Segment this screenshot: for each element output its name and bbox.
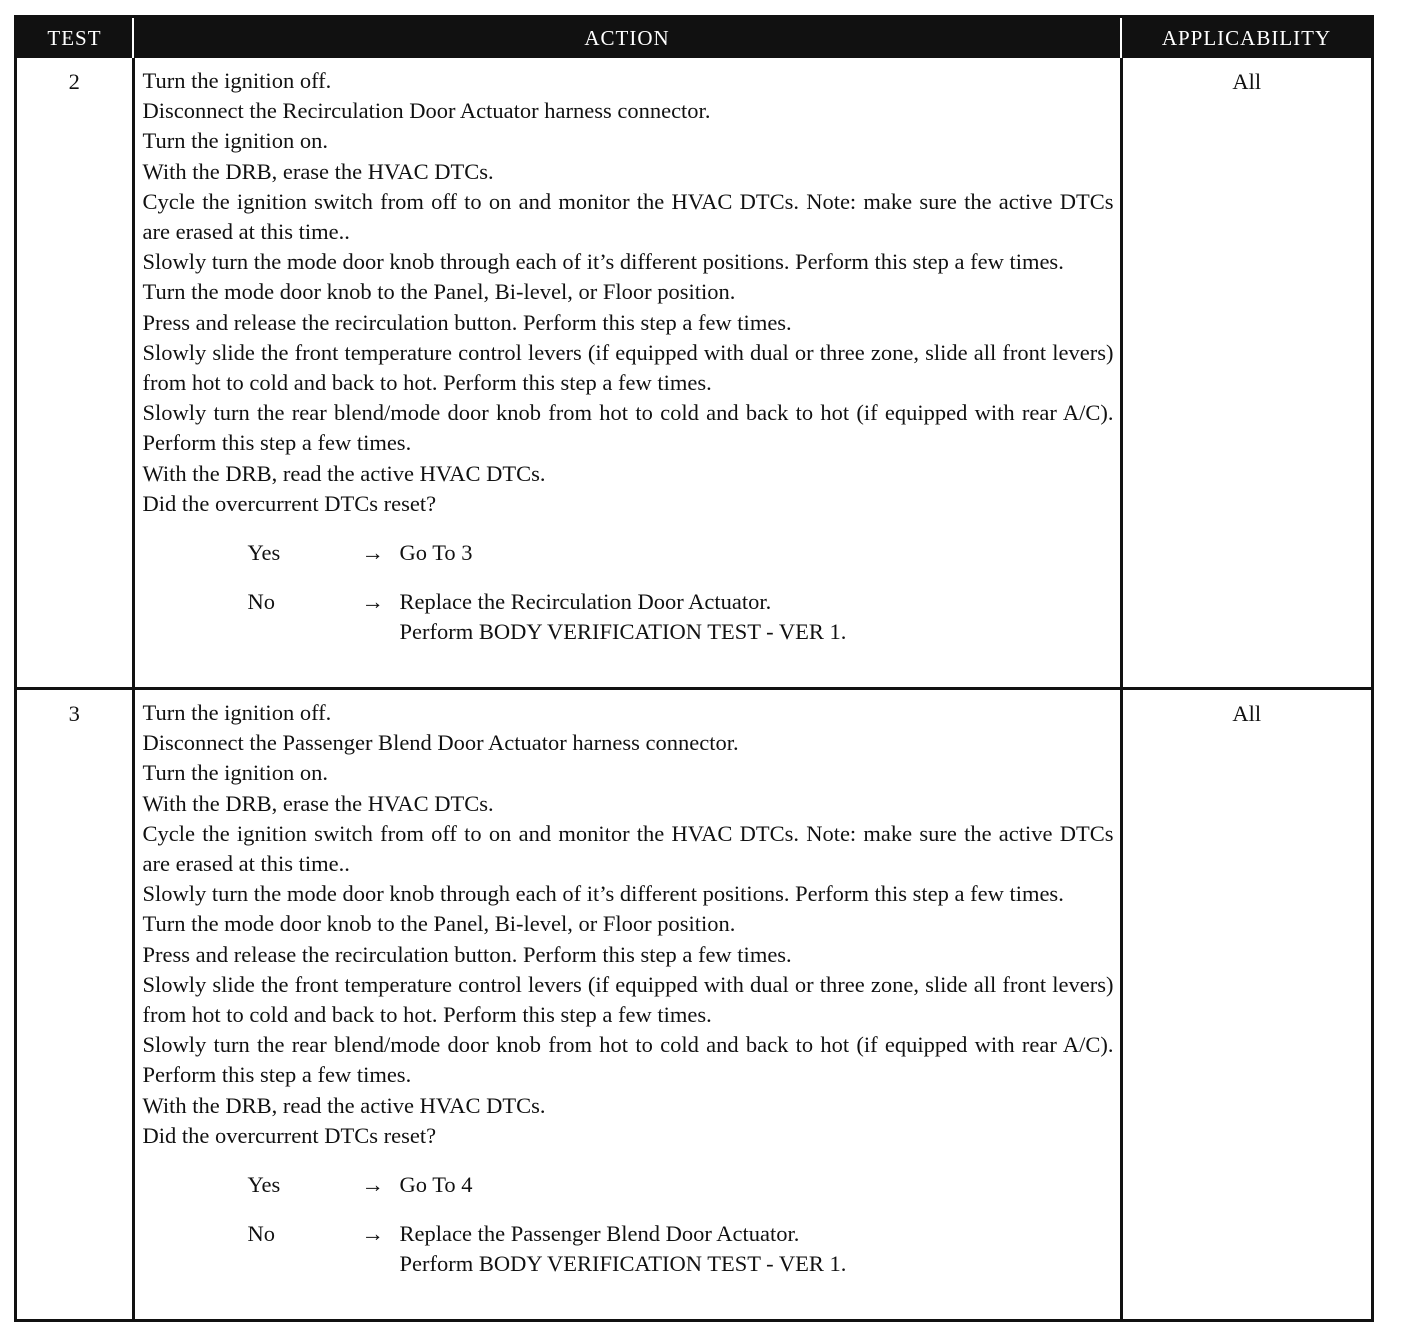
outcome-yes <box>248 538 1114 568</box>
outcome-yes-result <box>400 538 1114 568</box>
action-step: Slowly turn the rear blend/mode door knob from hot to cold and back to hot (if equipped with rear A/C). Perform this step a few times. <box>142 400 1114 456</box>
action-step: Cycle the ignition switch from off to on and monitor the HVAC DTCs. Note: make sure the active DTCs are erased at this time.. <box>142 188 1114 245</box>
action-step: Turn the ignition on. <box>142 760 328 786</box>
action-step: Cycle the ignition switch from off to on and monitor the HVAC DTCs. Note: make sure the active DTCs are erased at this time.. <box>142 820 1114 877</box>
right-arrow-icon: → <box>361 1221 384 1247</box>
result-line: Perform BODY VERIFICATION TEST - VER 1. <box>399 619 847 645</box>
result-line: Replace the Passenger Blend Door Actuator. <box>399 1221 800 1247</box>
action-cell <box>133 689 1121 1320</box>
action-step: Slowly turn the mode door knob through each of it’s different positions. Perform this step a few times. <box>142 249 1064 275</box>
action-step: With the DRB, read the active HVAC DTCs. <box>142 1092 546 1118</box>
action-step: Did the overcurrent DTCs reset? <box>142 1122 437 1148</box>
outcome-no <box>248 587 1114 647</box>
action-step: With the DRB, read the active HVAC DTCs. <box>142 460 546 486</box>
action-step: With the DRB, erase the HVAC DTCs. <box>142 790 494 816</box>
outcome-no-label: No <box>247 589 275 615</box>
header-applicability: APPLICABILITY <box>1121 18 1371 58</box>
result-line: Go To 4 <box>399 1172 473 1198</box>
header-row <box>17 18 1371 58</box>
action-step: Turn the ignition off. <box>142 68 332 93</box>
outcome-yes <box>248 1170 1114 1200</box>
action-step: Slowly turn the mode door knob through each of it’s different positions. Perform this step a few times. <box>142 881 1064 907</box>
action-cell <box>133 58 1121 689</box>
test-row <box>17 689 1371 1320</box>
outcome-no-label: No <box>247 1221 275 1247</box>
result-line: Go To 3 <box>399 540 473 566</box>
outcome-yes-label: Yes <box>247 540 281 566</box>
test-row <box>17 58 1371 689</box>
result-line: Replace the Recirculation Door Actuator. <box>399 589 772 615</box>
action-step: Turn the mode door knob to the Panel, Bi-level, or Floor position. <box>142 279 736 305</box>
action-step: Turn the mode door knob to the Panel, Bi-level, or Floor position. <box>142 911 736 937</box>
action-step: Press and release the recirculation button. Perform this step a few times. <box>142 941 792 967</box>
right-arrow-icon: → <box>361 589 384 615</box>
test-number: 2 <box>68 69 80 94</box>
outcomes <box>143 538 1114 648</box>
action-step: Turn the ignition on. <box>142 128 328 154</box>
right-arrow-icon: → <box>361 1172 384 1198</box>
action-step: Slowly slide the front temperature control levers (if equipped with dual or three zone, slide all front levers) from hot to cold and back to hot. Perform this step a few times. <box>142 339 1114 396</box>
header-action: ACTION <box>133 18 1121 58</box>
action-step: Did the overcurrent DTCs reset? <box>142 490 437 516</box>
action-step: Press and release the recirculation button. Perform this step a few times. <box>142 309 792 335</box>
outcome-yes-label: Yes <box>247 1172 281 1198</box>
diagnostic-procedure-sheet <box>14 15 1374 1322</box>
header-test: TEST <box>17 18 133 58</box>
result-line: Perform BODY VERIFICATION TEST - VER 1. <box>399 1251 847 1277</box>
outcome-no <box>248 1219 1114 1279</box>
applicability-value: All <box>1121 58 1371 689</box>
right-arrow-icon: → <box>361 540 384 566</box>
outcomes <box>143 1170 1114 1280</box>
action-step: Disconnect the Passenger Blend Door Actuator harness connector. <box>142 730 739 756</box>
diagnostic-procedure-table <box>17 18 1371 1319</box>
outcome-no-result <box>400 1219 1114 1279</box>
applicability-value: All <box>1121 689 1371 1320</box>
action-step: With the DRB, erase the HVAC DTCs. <box>142 158 494 184</box>
action-step: Turn the ignition off. <box>142 700 332 725</box>
outcome-no-result <box>400 587 1114 647</box>
action-step: Slowly slide the front temperature control levers (if equipped with dual or three zone, slide all front levers) from hot to cold and back to hot. Perform this step a few times. <box>142 971 1114 1028</box>
action-step: Slowly turn the rear blend/mode door knob from hot to cold and back to hot (if equipped with rear A/C). Perform this step a few times. <box>142 1032 1114 1088</box>
outcome-yes-result <box>400 1170 1114 1200</box>
test-number: 3 <box>17 689 133 1320</box>
procedure-rows <box>17 58 1371 1319</box>
action-step: Disconnect the Recirculation Door Actuator harness connector. <box>142 98 711 124</box>
